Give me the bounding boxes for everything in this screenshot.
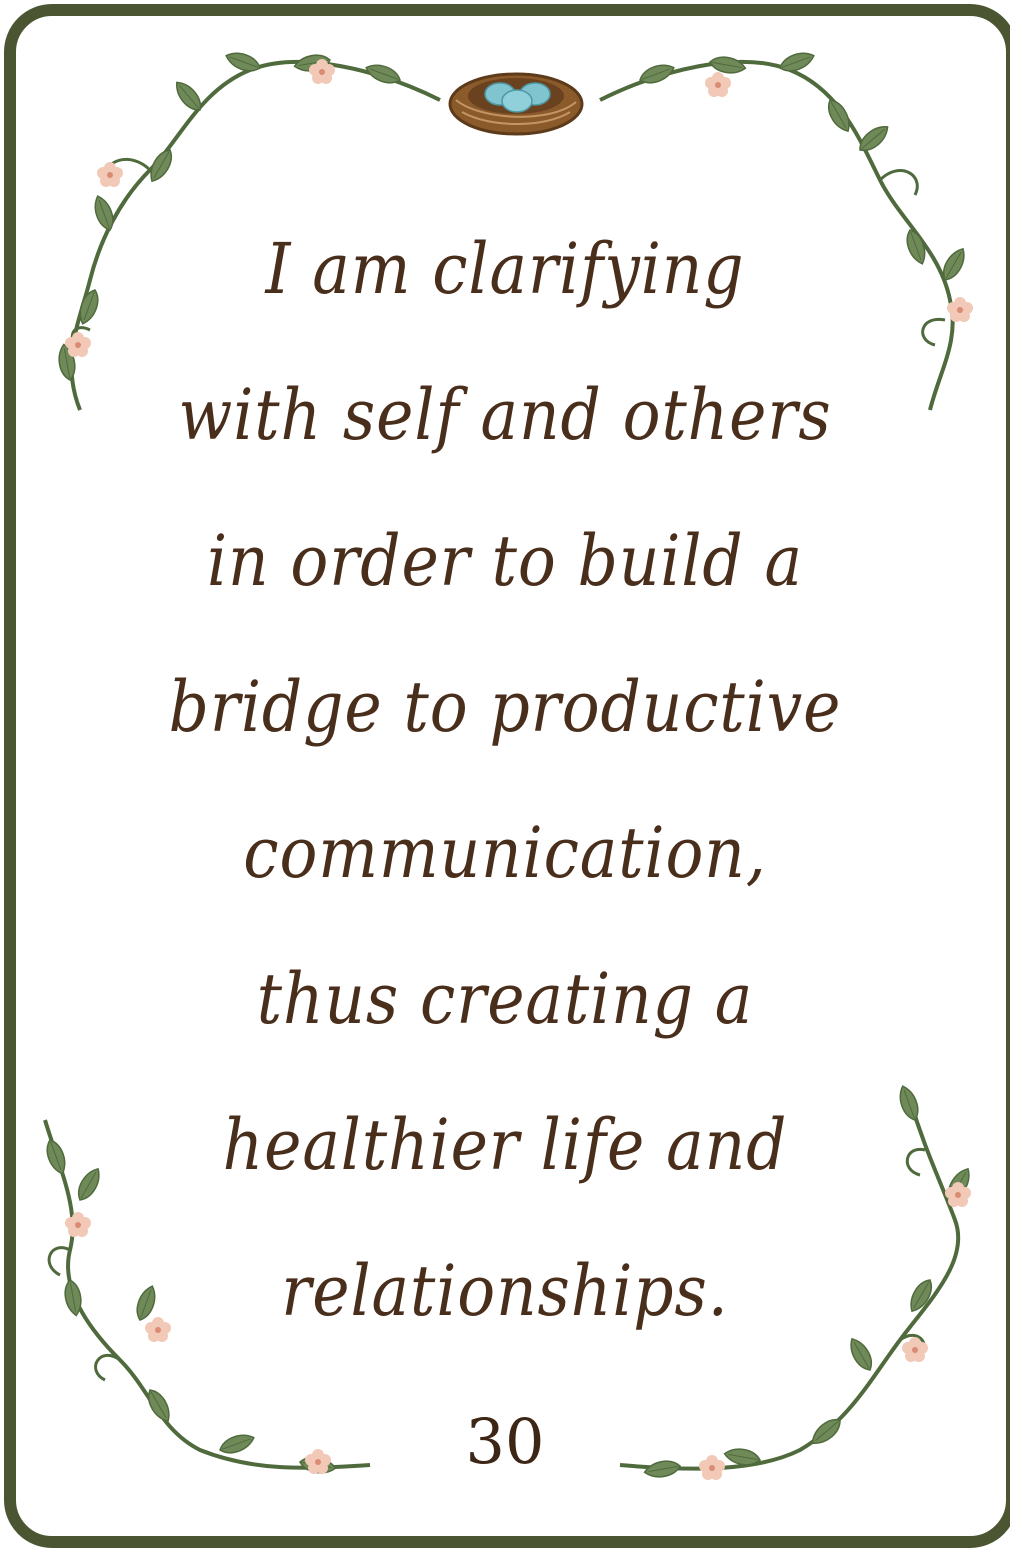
affirmation-line: bridge to productive: [168, 666, 842, 748]
card-number: 30: [465, 1405, 545, 1478]
affirmation-line: communication,: [243, 812, 767, 894]
affirmation-line: thus creating a: [256, 958, 754, 1040]
affirmation-line: I am clarifying: [265, 228, 745, 310]
affirmation-line: in order to build a: [206, 520, 804, 602]
affirmation-line: healthier life and: [222, 1104, 788, 1186]
affirmation-text: [60, 196, 950, 1364]
affirmation-line: relationships.: [281, 1250, 729, 1332]
affirmation-line: with self and others: [178, 374, 832, 456]
